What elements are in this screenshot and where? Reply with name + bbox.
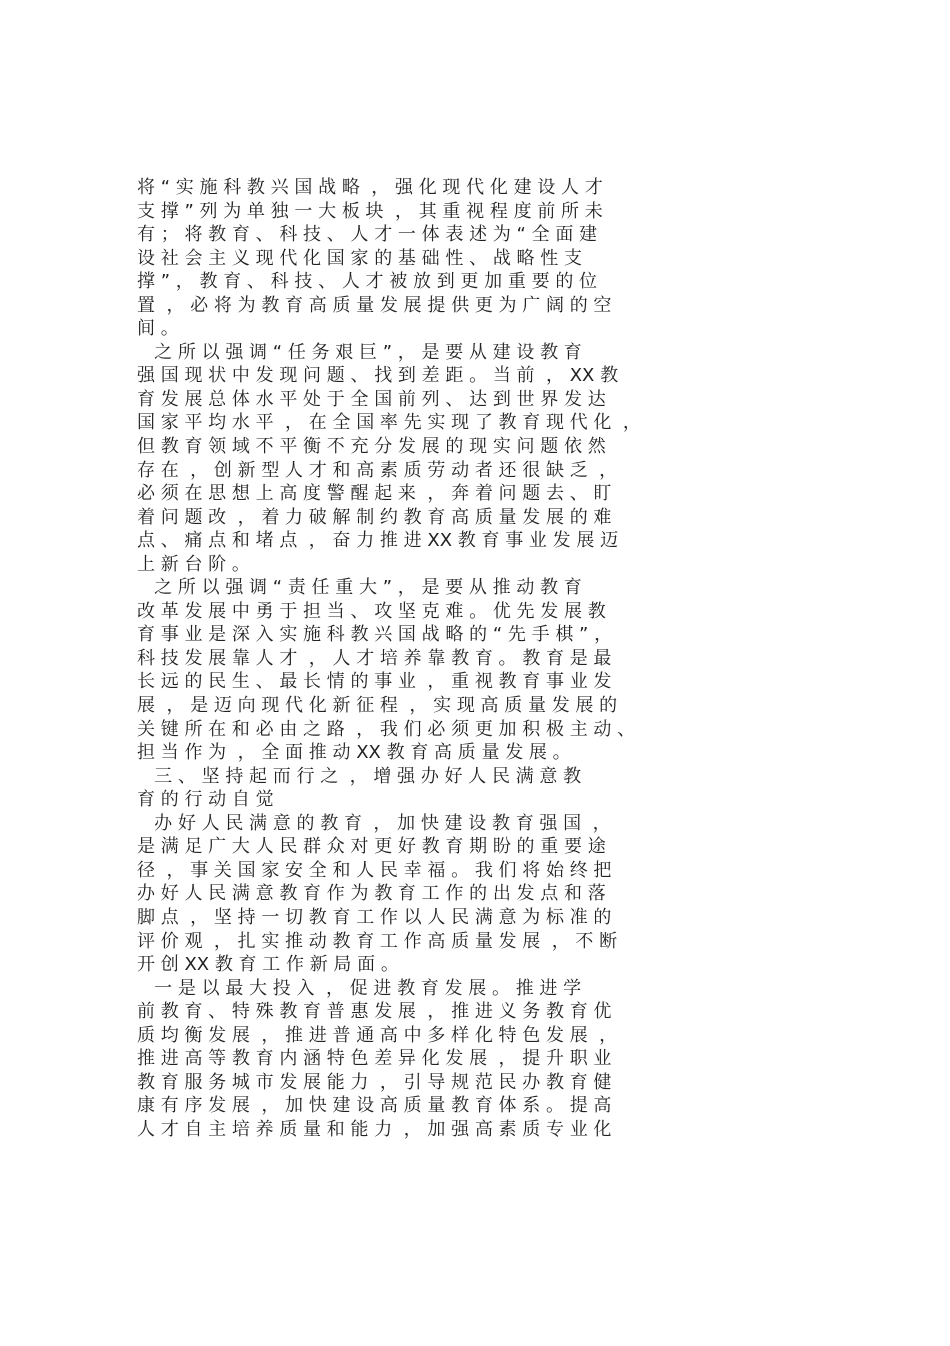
text-line: 育 发 展 总 体 水 平 处 于 全 国 前 列 、 达 到 世 界 发 达 [137,388,606,410]
text-line: 国 家 平 均 水 平 ， 在 全 国 率 先 实 现 了 教 育 现 代 化 ， [137,412,641,434]
text-line: 康 有 序 发 展 ， 加 快 建 设 高 质 量 教 育 体 系 。 提 高 [137,1095,612,1117]
text-line: 展 ， 是 迈 向 现 代 化 新 征 程 ， 实 现 高 质 量 发 展 的 [137,695,618,717]
text-line: 撑 ” ， 教 育 、 科 技 、 人 才 被 放 到 更 加 重 要 的 位 [137,271,598,293]
text-line: 置 ， 必 将 为 教 育 高 质 量 发 展 提 供 更 为 广 阔 的 空 [137,294,612,316]
text-line: 人 才 自 主 培 养 质 量 和 能 力 ， 加 强 高 素 质 专 业 化 [137,1118,612,1140]
text-line: 着 问 题 改 ， 着 力 破 解 制 约 教 育 高 质 量 发 展 的 难 [137,506,612,528]
text-line: 有 ； 将 教 育 、 科 技 、 人 才 一 体 表 述 为 “ 全 面 建 [137,224,598,246]
text-line: 是 满 足 广 大 人 民 群 众 对 更 好 教 育 期 盼 的 重 要 途 [137,836,606,858]
text-line: 强 国 现 状 中 发 现 问 题 、 找 到 差 距 。 当 前 ， XX 教 [137,365,619,387]
text-line: 开 创 XX 教 育 工 作 新 局 面 。 [137,954,399,976]
text-line: 办 好 人 民 满 意 的 教 育 ， 加 快 建 设 教 育 强 国 ， [137,812,611,834]
text-line: 育 事 业 是 深 入 实 施 科 教 兴 国 战 略 的 “ 先 手 棋 ” ， [137,624,613,646]
text-line: 教 育 服 务 城 市 发 展 能 力 ， 引 导 规 范 民 办 教 育 健 [137,1071,612,1093]
text-line: 设 社 会 主 义 现 代 化 国 家 的 基 础 性 、 战 略 性 支 [137,247,582,269]
text-line: 之 所 以 强 调 “ 责 任 重 大 ” ， 是 要 从 推 动 教 育 [137,577,582,599]
text-line: 评 价 观 ， 扎 实 推 动 教 育 工 作 高 质 量 发 展 ， 不 断 [137,930,618,952]
text-line: 前 教 育 、 特 殊 教 育 普 惠 发 展 ， 推 进 义 务 教 育 优 [137,1001,612,1023]
text-line: 将 “ 实 施 科 教 兴 国 战 略 ， 强 化 现 代 化 建 设 人 才 [137,177,603,198]
text-line: 三 、 坚 持 起 而 行 之 ， 增 强 办 好 人 民 满 意 教 [137,765,582,787]
text-line: 径 ， 事 关 国 家 安 全 和 人 民 幸 福 。 我 们 将 始 终 把 [137,859,612,881]
text-line: 存 在 ， 创 新 型 人 才 和 高 素 质 劳 动 者 还 很 缺 乏 ， [137,459,618,481]
text-line: 脚 点 ， 坚 持 一 切 教 育 工 作 以 人 民 满 意 为 标 准 的 [137,906,612,928]
text-line: 长 远 的 民 生 、 最 长 情 的 事 业 ， 重 视 教 育 事 业 发 [137,671,612,693]
text-line: 质 均 衡 发 展 ， 推 进 普 通 高 中 多 样 化 特 色 发 展 ， [137,1024,618,1046]
text-line: 但 教 育 领 域 不 平 衡 不 充 分 发 展 的 现 实 问 题 依 然 [137,436,606,458]
body-text [137,176,837,1141]
text-line: 关 键 所 在 和 必 由 之 路 ， 我 们 必 须 更 加 积 极 主 动 、 [137,718,636,740]
text-line: 之 所 以 强 调 “ 任 务 艰 巨 ” ， 是 要 从 建 设 教 育 [137,341,582,363]
text-line: 间 。 [137,318,179,340]
text-line: 一 是 以 最 大 投 入 ， 促 进 教 育 发 展 。 推 进 学 [137,977,582,999]
text-line: 点 、 痛 点 和 堵 点 ， 奋 力 推 进 XX 教 育 事 业 发 展 迈 [137,530,619,552]
text-line: 支 撑 ” 列 为 单 独 一 大 板 块 ， 其 重 视 程 度 前 所 未 [137,200,603,222]
text-line: 办 好 人 民 满 意 教 育 作 为 教 育 工 作 的 出 发 点 和 落 [137,883,606,905]
text-line: 必 须 在 思 想 上 高 度 警 醒 起 来 ， 奔 着 问 题 去 、 盯 [137,483,612,505]
text-line: 推 进 高 等 教 育 内 涵 特 色 差 异 化 发 展 ， 提 升 职 业 [137,1048,612,1070]
text-line: 担 当 作 为 ， 全 面 推 动 XX 教 育 高 质 量 发 展 。 [137,742,571,764]
text-line: 改 革 发 展 中 勇 于 担 当 、 攻 坚 克 难 。 优 先 发 展 教 [137,600,606,622]
text-line: 育 的 行 动 自 觉 [137,789,274,811]
text-line: 上 新 台 阶 。 [137,553,250,575]
text-line: 科 技 发 展 靠 人 才 ， 人 才 培 养 靠 教 育 。 教 育 是 最 [137,647,612,669]
